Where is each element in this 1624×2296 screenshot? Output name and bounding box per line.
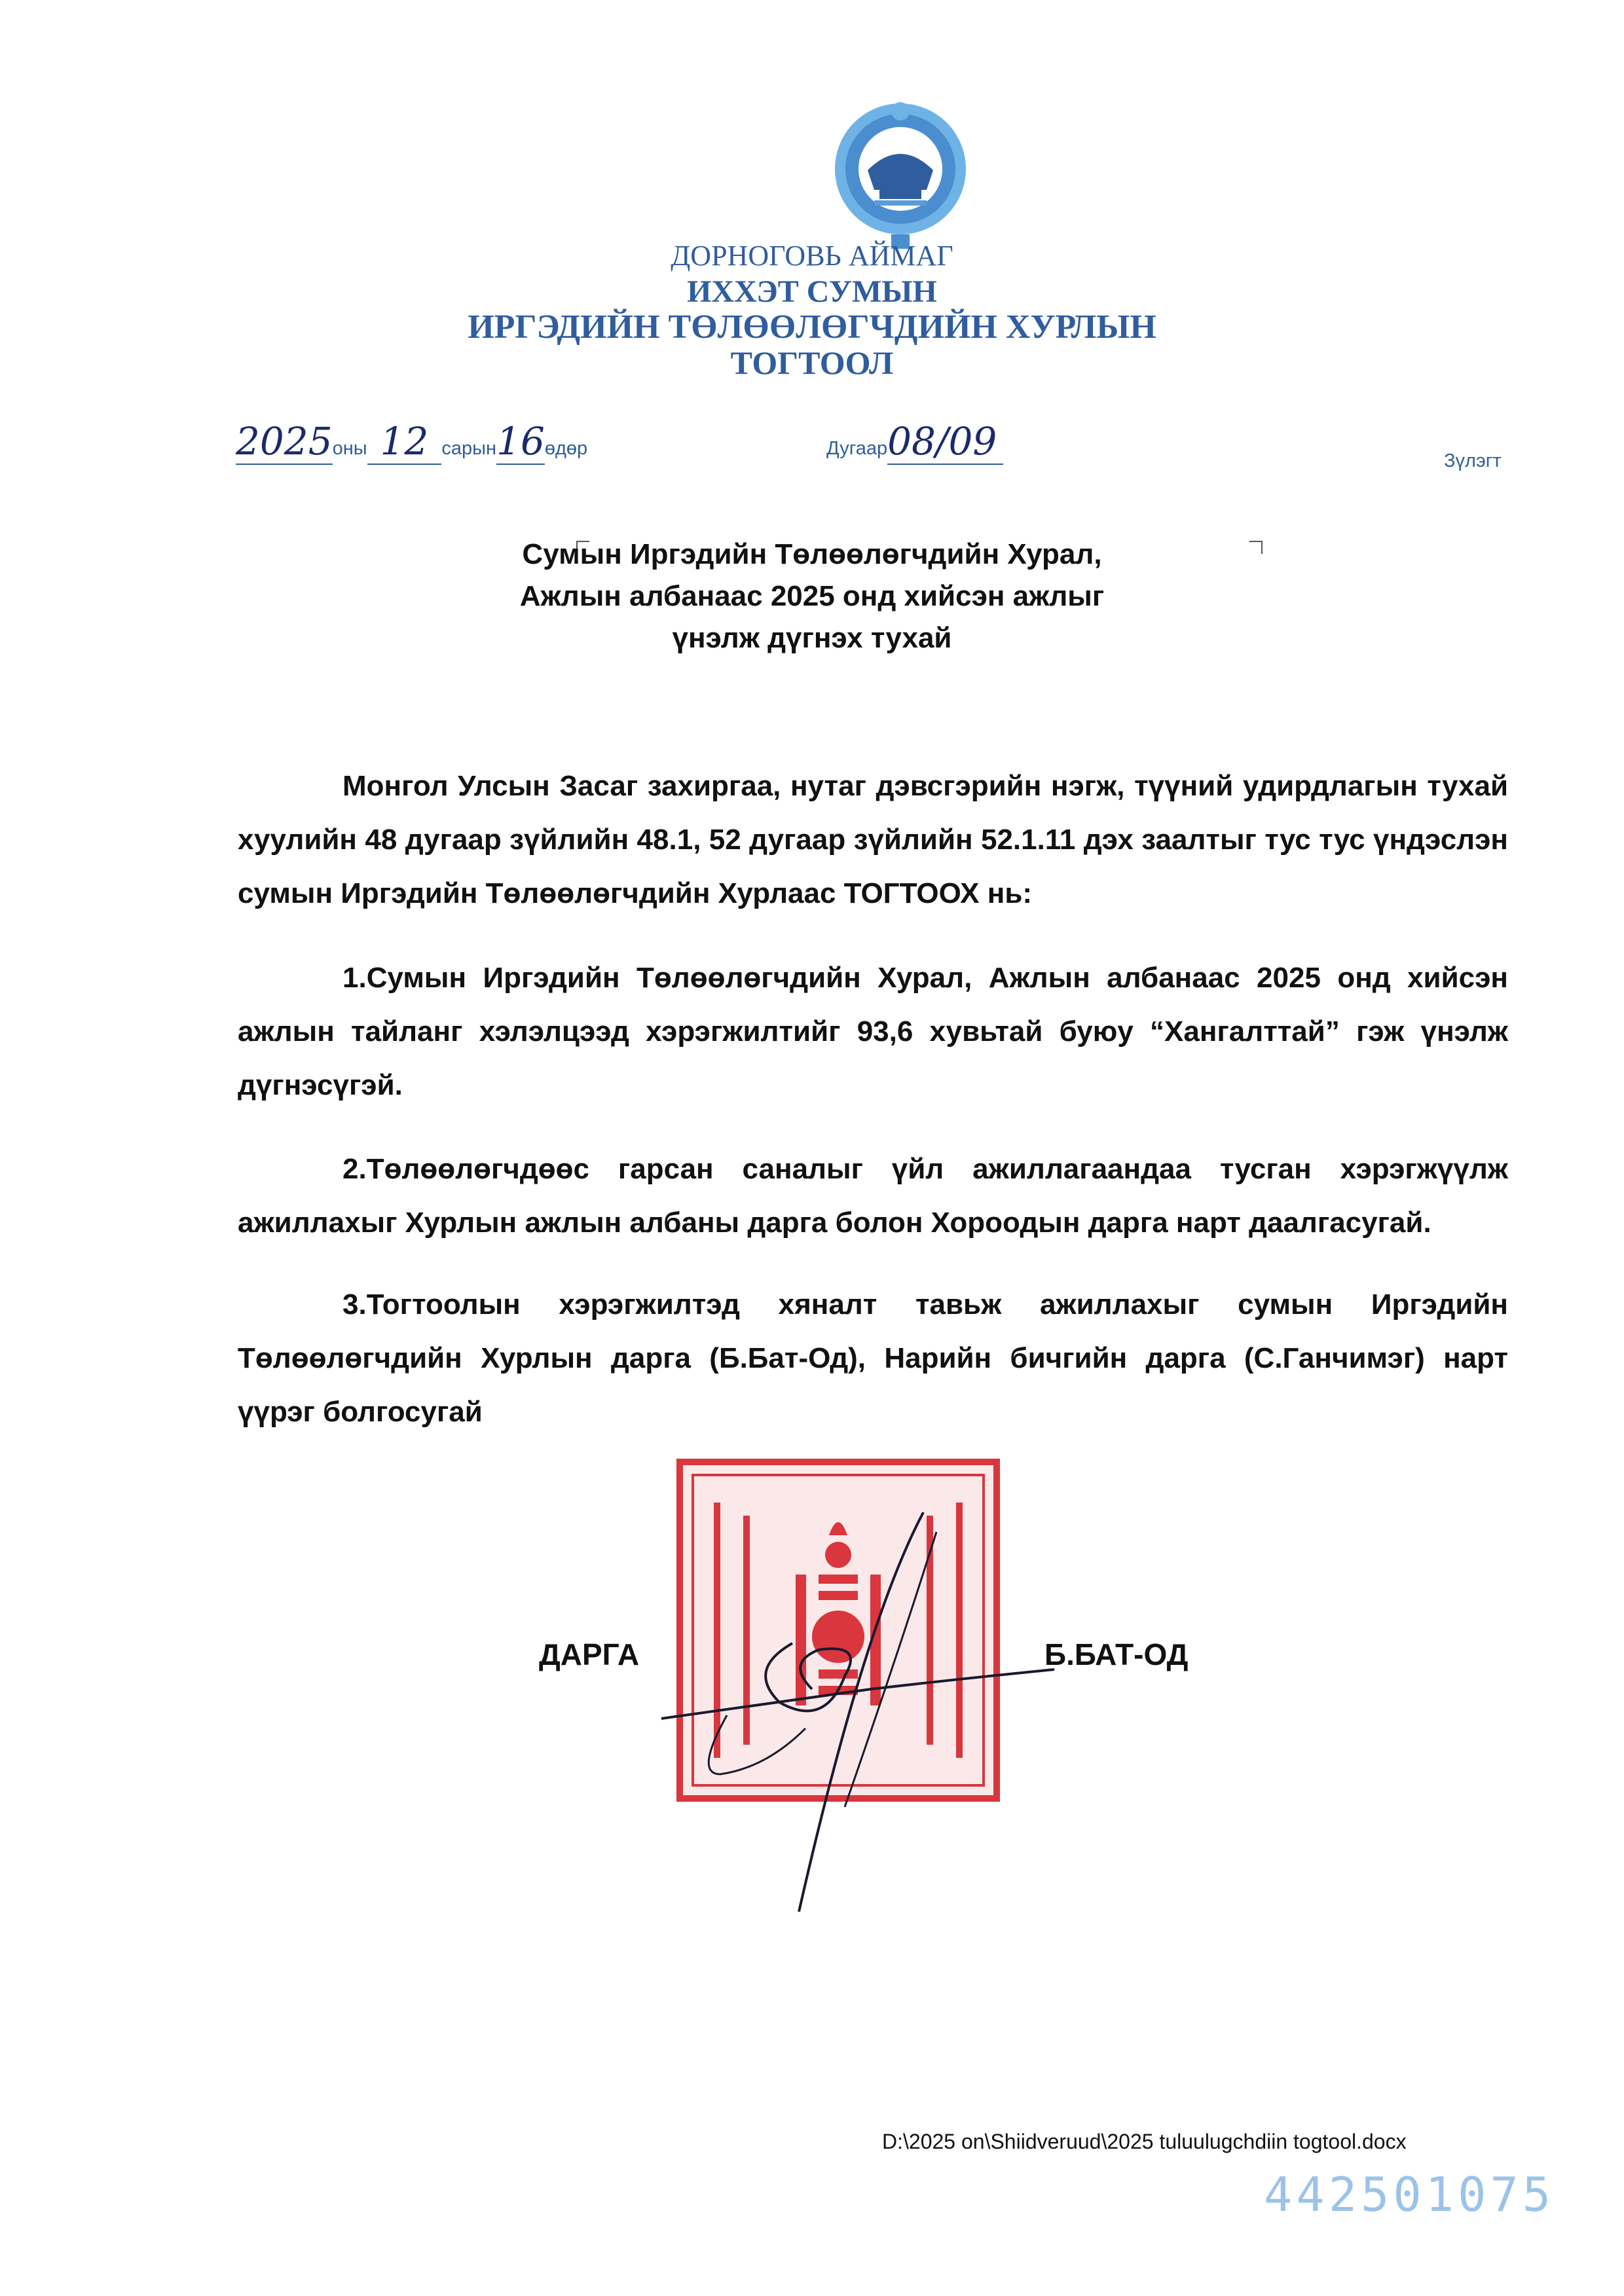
signatory-name: Б.БАТ-ОД xyxy=(1044,1637,1189,1671)
date-line xyxy=(236,419,587,465)
place: Зүлэгт xyxy=(1444,450,1502,471)
number-line xyxy=(826,419,1003,465)
resolution-title xyxy=(0,534,1624,659)
serial-stamp: 442501075 xyxy=(1264,2167,1555,2222)
title-line-1: Сумын Иргэдийн Төлөөлөгчдийн Хурал, xyxy=(522,538,1102,570)
title-line-2: Ажлын албанаас 2025 онд хийсэн ажлыг xyxy=(519,580,1105,612)
header-aimag: ДОРНОГОВЬ АЙМАГ xyxy=(671,240,953,272)
signatory-title: ДАРГА xyxy=(539,1637,640,1671)
number-label: Дугаар xyxy=(826,438,888,459)
date-year-suffix: оны xyxy=(332,438,367,459)
date-month: 12 xyxy=(367,419,442,465)
date-day-suffix: өдөр xyxy=(544,438,588,459)
decision-item-2: 2.Төлөөлөгчдөөс гарсан саналыг үйл ажиллагаандаа тусган хэрэгжүүлж ажиллахыг Хурлын ажлын албаны дарга болон Хороодын дарга нарт даалгасугай. xyxy=(238,1153,1508,1239)
handwritten-signature xyxy=(648,1493,1067,1918)
header-khural: ИРГЭДИЙН ТӨЛӨӨЛӨГЧДИЙН ХУРЛЫН xyxy=(468,308,1156,346)
header-sum: ИХХЭТ СУМЫН xyxy=(687,274,937,309)
decision-item-3: 3.Тогтоолын хэрэгжилтэд хяналт тавьж ажиллахыг сумын Иргэдийн Төлөөлөгчдийн Хурлын дарга (Б.Бат-Од), Нарийн бичгийн дарга (С.Ганчимэг) нарт үүрэг болгосугай xyxy=(238,1288,1508,1428)
header-doc-type: ТОГТООЛ xyxy=(730,344,894,381)
preamble: Монгол Улсын Засаг захиргаа, нутаг дэвсгэрийн нэгж, түүний удирдлагын тухай хуулийн 48 дугаар зүйлийн 48.1, 52 дугаар зүйлийн 52.1.11 дэх заалтыг тус тус үндэслэн сумын Иргэдийн Төлөөлөгчдийн Хурлаас ТОГТООХ нь: xyxy=(238,770,1508,909)
title-line-3: үнэлж дүгнэх тухай xyxy=(672,622,952,654)
date-day: 16 xyxy=(496,419,545,464)
decision-item-1: 1.Сумын Иргэдийн Төлөөлөгчдийн Хурал, Ажлын албанаас 2025 онд хийсэн ажлын тайланг хэлэлцээд хэрэгжилтийг 93,6 хувьтай буюу “Хангалттай” гэж үнэлж дүгнэсүгэй. xyxy=(238,962,1508,1101)
document-number: 08/09 xyxy=(887,419,1003,465)
state-emblem xyxy=(828,92,972,252)
date-year: 2025 xyxy=(236,419,333,464)
date-month-suffix: сарын xyxy=(441,438,497,459)
file-path: D:\2025 on\Shiidveruud\2025 tuluulugchdiin togtool.docx xyxy=(882,2130,1407,2153)
